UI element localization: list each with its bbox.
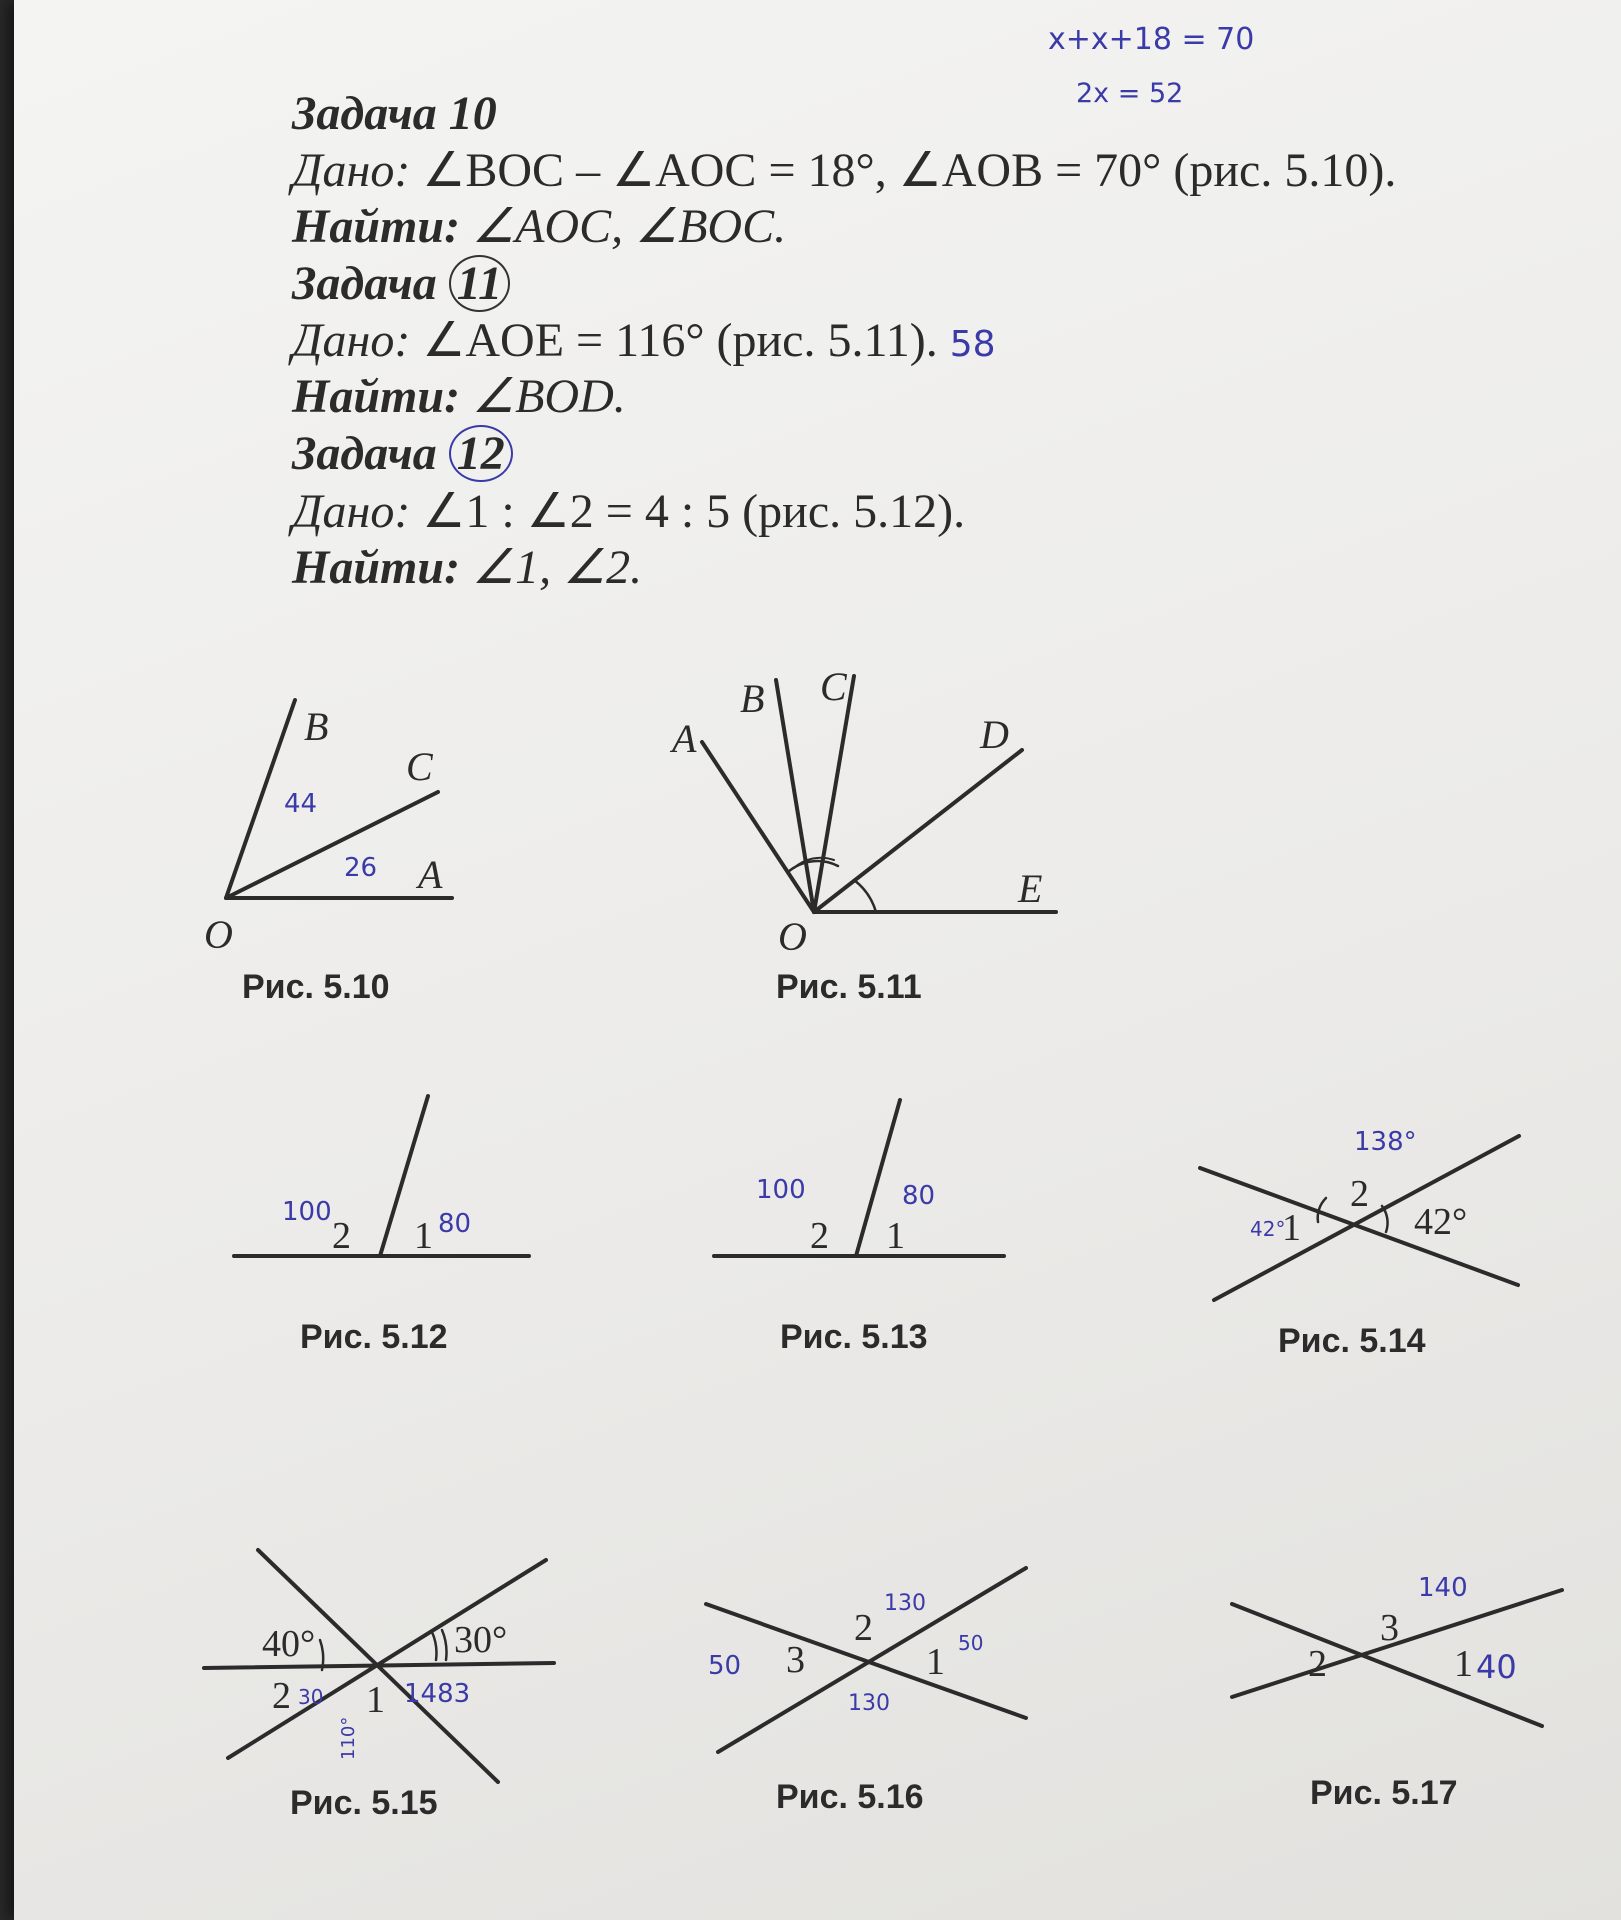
label-C: C [820, 664, 847, 709]
angle-label-1: 1 [366, 1679, 385, 1721]
caption-5-11: Рис. 5.11 [776, 968, 922, 1006]
label-O: O [204, 912, 233, 957]
task-11-given: Дано: ∠AOE = 116° (рис. 5.11). 58 [292, 314, 996, 367]
angle-label-2: 2 [810, 1215, 829, 1257]
handwritten-angle-100: 100 [282, 1197, 332, 1227]
figures-canvas [14, 0, 1621, 1920]
label-B: B [740, 676, 765, 721]
handwritten-angle-1483: 1483 [404, 1679, 471, 1709]
task-10-title: Задача 10 [292, 87, 497, 140]
angle-label-1: 1 [1454, 1643, 1473, 1685]
handwritten-equation-2: 2x = 52 [1076, 78, 1184, 109]
angle-label-42: 42° [1414, 1201, 1468, 1243]
angle-label-3: 3 [1380, 1607, 1399, 1649]
figure-5-12 [234, 1096, 529, 1356]
handwritten-angle-50-right: 50 [958, 1631, 984, 1655]
label-E: E [1018, 866, 1043, 911]
caption-5-16: Рис. 5.16 [776, 1778, 924, 1816]
caption-5-10: Рис. 5.10 [242, 968, 390, 1006]
task-11-title: Задача 11 [292, 256, 510, 312]
paper-sheet [14, 0, 1621, 1920]
handwritten-angle-42: 42° [1250, 1217, 1286, 1241]
handwritten-angle-50-left: 50 [708, 1651, 742, 1681]
handwritten-angle-130-top: 130 [884, 1591, 926, 1616]
task-10-find: Найти: ∠AOC, ∠BOC. [292, 200, 787, 253]
label-D: D [980, 712, 1009, 757]
label-C: C [406, 744, 433, 789]
figure-5-17 [1232, 1573, 1562, 1812]
angle-label-30: 30° [454, 1619, 508, 1661]
handwritten-equation-1: x+x+18 = 70 [1048, 22, 1255, 57]
task-number-circled: 11 [449, 255, 510, 312]
caption-5-14: Рис. 5.14 [1278, 1322, 1426, 1360]
label-O: O [778, 914, 807, 959]
angle-label-1: 1 [414, 1215, 433, 1257]
handwritten-angle-30: 30 [298, 1685, 324, 1709]
handwritten-angle-44: 44 [284, 789, 318, 819]
angle-label-2: 2 [854, 1607, 873, 1649]
task-11-find: Найти: ∠BOD. [292, 370, 626, 423]
angle-label-2: 2 [1350, 1173, 1369, 1215]
handwritten-angle-138: 138° [1354, 1127, 1417, 1157]
label-B: B [304, 704, 329, 749]
task-10-given: Дано: ∠BOC – ∠AOC = 18°, ∠AOB = 70° (рис. 5.10). [292, 144, 1397, 197]
angle-label-2: 2 [332, 1215, 351, 1257]
task-12-title: Задача 12 [292, 426, 513, 482]
label-A: A [418, 852, 443, 897]
angle-label-1: 1 [886, 1215, 905, 1257]
label-A: A [672, 716, 697, 761]
task-12-find: Найти: ∠1, ∠2. [292, 541, 643, 594]
angle-label-40: 40° [262, 1623, 316, 1665]
figure-5-14 [1200, 1127, 1519, 1360]
angle-label-2: 2 [1308, 1643, 1327, 1685]
task-number-circled-blue: 12 [449, 425, 513, 482]
figure-5-13 [714, 1100, 1004, 1356]
handwritten-answer-11: 58 [949, 324, 996, 365]
angle-label-1: 1 [926, 1641, 945, 1683]
caption-5-13: Рис. 5.13 [780, 1318, 928, 1356]
handwritten-angle-26: 26 [344, 853, 378, 883]
figure-5-16 [706, 1568, 1026, 1816]
caption-5-12: Рис. 5.12 [300, 1318, 448, 1356]
handwritten-angle-80: 80 [438, 1209, 472, 1239]
figure-5-15 [204, 1550, 554, 1822]
handwritten-angle-130-bottom: 130 [848, 1691, 890, 1716]
figure-5-11 [669, 664, 1056, 1006]
angle-label-3: 3 [786, 1639, 805, 1681]
angle-label-1: 1 [1282, 1207, 1301, 1249]
task-12-given: Дано: ∠1 : ∠2 = 4 : 5 (рис. 5.12). [292, 485, 966, 538]
handwritten-angle-100: 100 [756, 1175, 806, 1205]
caption-5-17: Рис. 5.17 [1310, 1774, 1458, 1812]
handwritten-angle-110: 110° [338, 1716, 359, 1760]
figure-5-10 [204, 700, 452, 1006]
handwritten-angle-40: 40 [1476, 1648, 1517, 1686]
angle-label-2: 2 [272, 1675, 291, 1717]
caption-5-15: Рис. 5.15 [290, 1784, 438, 1822]
handwritten-angle-80: 80 [902, 1181, 936, 1211]
handwritten-angle-140: 140 [1418, 1573, 1468, 1603]
